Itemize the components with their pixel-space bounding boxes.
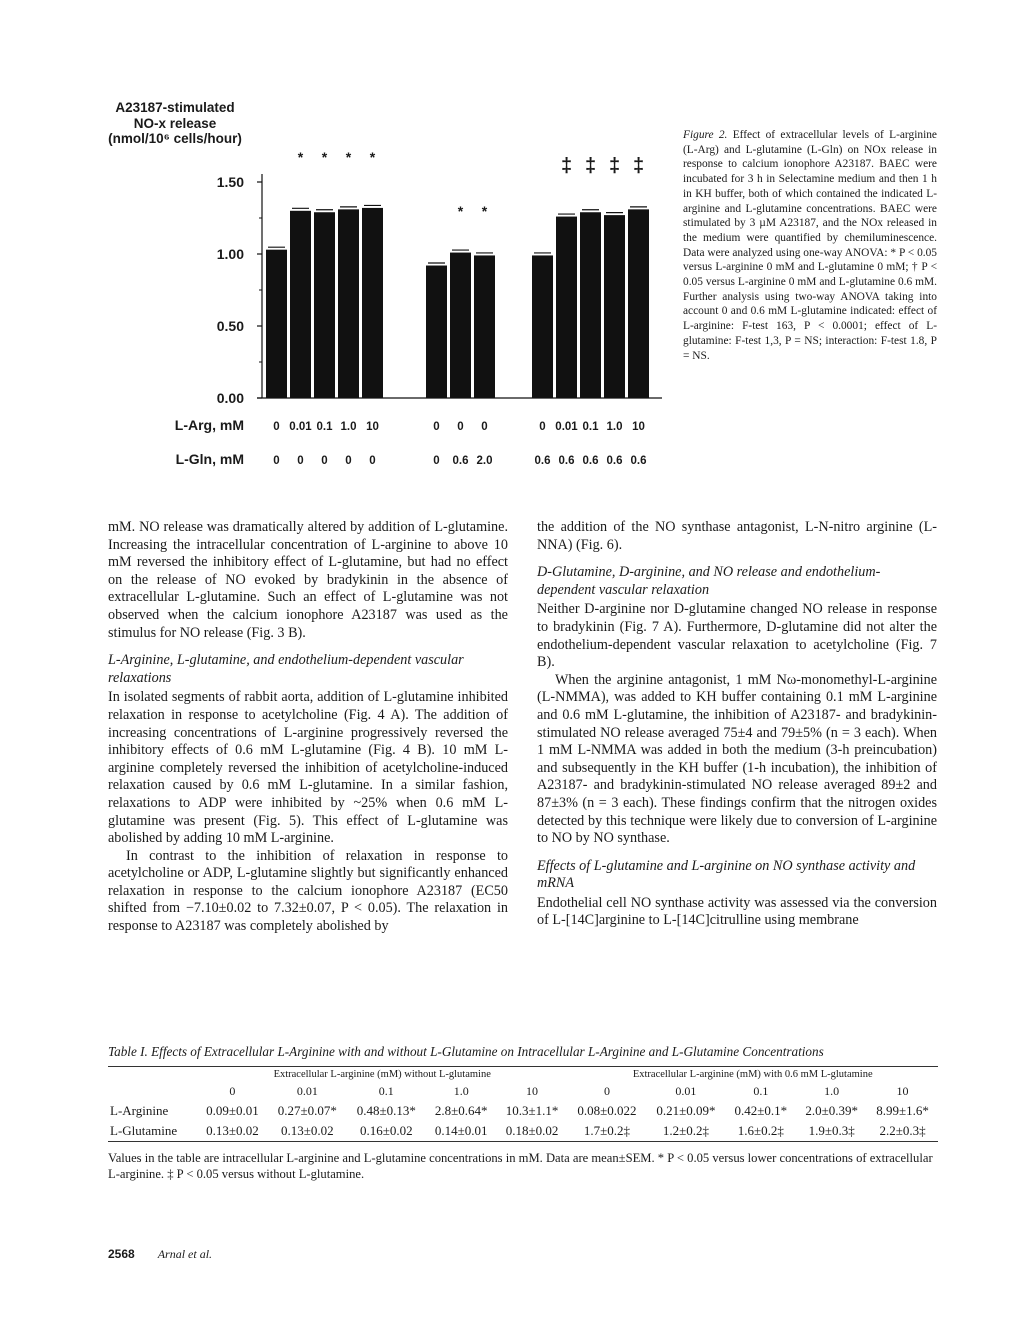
x-label-arg: 0: [433, 421, 440, 433]
group-header-without-gln: Extracellular L-arginine (mM) without L-glutamine: [273, 1069, 491, 1080]
column-header: 0.01: [675, 1084, 697, 1098]
significance-mark: ‡: [560, 155, 573, 177]
x-label-gln: 0: [433, 455, 440, 467]
y-tick-label: 1.00: [216, 246, 244, 262]
paragraph: mM. NO release was dramatically altered by addition of L-glutamine. Increasing the intracellular concentration of L-arginine to above 10 mM reversed the inhibitory effect of L-glutamine, but had no effect on the release of NO evoked by bradykinin in the absence of extracellular L-glutamine. Such an effect of L-glutamine was not observed when the calcium ionophore A23187 was used as the stimulus for NO release (Fig. 3 B).: [108, 519, 508, 641]
x-label-gln: 0: [297, 455, 304, 467]
x-label-gln: 0: [369, 455, 376, 467]
page-footer: [108, 1247, 212, 1262]
y-axis-label: (nmol/10⁶ cells/hour): [108, 131, 242, 146]
x-label-arg: 0: [481, 421, 488, 433]
table-cell: 8.99±1.6*: [876, 1103, 929, 1118]
x-label-arg: 0.01: [555, 421, 578, 433]
y-tick-label: 0.50: [216, 318, 244, 334]
bar: [556, 217, 577, 398]
bar: [580, 212, 601, 398]
figure-caption: [683, 128, 937, 363]
row-label-arg: L-Arg, mM: [174, 417, 244, 433]
paragraph: Endothelial cell NO synthase activity was assessed via the conversion of L-[14C]arginine to L-[14C]citrulline using membrane: [537, 894, 937, 929]
table-cell: 10.3±1.1*: [505, 1103, 559, 1118]
column-header: 1.0: [824, 1084, 840, 1098]
x-label-arg: 1.0: [340, 421, 357, 433]
x-label-gln: 0.6: [558, 455, 575, 467]
significance-mark: *: [345, 149, 352, 165]
y-tick-label: 1.50: [216, 174, 244, 190]
significance-mark: *: [297, 149, 304, 165]
significance-mark: *: [481, 203, 488, 219]
significance-mark: ‡: [584, 155, 597, 177]
column-header: 0: [603, 1084, 610, 1098]
figure-caption-text: Effect of extracellular levels of L-arginine (L-Arg) and L-glutamine (L-Gln) on NOx release in response to calcium ionophore A23187. BAEC were incubated for 3 h in Selectamine medium and then 1 h in KH buffer, both of which contained the indicated L-arginine and L-glutamine concentrations. BAEC were stimulated by 3 µM A23187, and the NOx released in the medium were quantified by chemiluminescence. Data were analyzed using one-way ANOVA: * P < 0.05 versus L-arginine 0 mM and L-glutamine 0 mM; † P < 0.05 versus L-arginine 0 mM and L-glutamine 0.6 mM. Further analysis using two-way ANOVA taking into account 0 and 0.6 mM L-glutamine indicated: effect of L-arginine: F-test 163, P < 0.0001; effect of L-glutamine: F-test 1,3, P = NS; interaction: F-test 1.8, P = NS.: [683, 129, 937, 362]
x-label-gln: 0.6: [582, 455, 599, 467]
table-corner: [108, 1067, 197, 1082]
column-header: 0: [229, 1084, 236, 1098]
row-label-gln: L-Gln, mM: [175, 451, 244, 467]
table-cell: 0.09±0.01: [206, 1103, 259, 1118]
column-header: 0.1: [753, 1084, 769, 1098]
bar: [290, 211, 311, 398]
column-header: 0.01: [296, 1084, 318, 1098]
paragraph: In contrast to the inhibition of relaxation in response to acetylcholine or ADP, L-glutamine slightly but significantly enhanced relaxation in response to the calcium ionophore A23187 (EC50 shifted from −7.10±0.02 to 7.32±0.07, P < 0.05). The relaxation in response to A23187 was completely abolished by: [108, 847, 508, 935]
x-label-arg: 0: [273, 421, 280, 433]
column-header: 10: [526, 1084, 539, 1098]
table-cell: 0.13±0.02: [281, 1123, 334, 1138]
table-cell: 0.14±0.01: [434, 1123, 488, 1138]
table-cell: 0.16±0.02: [359, 1123, 413, 1138]
figure-label: Figure 2.: [683, 129, 728, 141]
table-cell: 1.6±0.2‡: [737, 1123, 784, 1138]
table-corner: [108, 1082, 197, 1101]
row-label: L-Glutamine: [110, 1123, 178, 1138]
table-cell: 0.13±0.02: [206, 1123, 259, 1138]
significance-mark: ‡: [608, 155, 621, 177]
x-label-gln: 0.6: [452, 455, 469, 467]
table-cell: 2.2±0.3‡: [879, 1123, 926, 1138]
y-axis-label: NO-x release: [133, 116, 217, 131]
section-heading: Effects of L-glutamine and L-arginine on NO synthase activity and mRNA: [537, 857, 916, 892]
table-note: Values in the table are intracellular L-arginine and L-glutamine concentrations in mM. Data are mean±SEM. * P < 0.05 versus lower concentrations of extracellular L-arginine. ‡ P < 0.05 versus without L-glutamine.: [108, 1151, 933, 1181]
right-column: [537, 519, 937, 930]
x-label-arg: 10: [366, 421, 379, 433]
x-label-arg: 0.1: [316, 421, 333, 433]
paragraph: the addition of the NO synthase antagonist, L-N-nitro arginine (L-NNA) (Fig. 6).: [537, 519, 937, 553]
significance-mark: *: [369, 149, 376, 165]
bar: [338, 209, 359, 398]
table-row: [108, 1121, 938, 1141]
x-label-arg: 1.0: [606, 421, 623, 433]
table-cell: 0.21±0.09*: [656, 1103, 716, 1118]
bar: [474, 255, 495, 398]
column-header: 1.0: [453, 1084, 469, 1098]
bar: [604, 215, 625, 398]
table-rule-bottom: [108, 1141, 938, 1142]
bar: [426, 266, 447, 398]
column-header: 0.1: [378, 1084, 394, 1098]
column-header: 10: [896, 1084, 909, 1098]
running-authors: Arnal et al.: [157, 1247, 213, 1261]
table-cell: 1.2±0.2‡: [662, 1123, 709, 1138]
bar: [362, 208, 383, 398]
table-cell: 0.08±0.022: [577, 1103, 637, 1118]
x-label-gln: 2.0: [476, 455, 493, 467]
y-axis-label: A23187-stimulated: [115, 100, 235, 115]
x-label-arg: 0: [457, 421, 464, 433]
bar: [266, 250, 287, 398]
table-cell: 0.48±0.13*: [356, 1103, 416, 1118]
table-1: [108, 1044, 938, 1182]
x-label-gln: 0.6: [630, 455, 647, 467]
bar: [628, 209, 649, 398]
x-label-gln: 0: [321, 455, 328, 467]
significance-mark: ‡: [632, 155, 645, 177]
paragraph: Neither D-arginine nor D-glutamine changed NO release in response to bradykinin (Fig. 7 A). Furthermore, D-glutamine did not alter the endothelium-dependent vascular relaxation to acetylcholine (Fig. 7 B).: [537, 601, 937, 671]
table-cell: 0.27±0.07*: [277, 1103, 337, 1118]
paragraph: In isolated segments of rabbit aorta, addition of L-glutamine inhibited relaxation in response to acetylcholine (Fig. 4 A). The addition of increasing concentrations of L-arginine progressively reversed the inhibitory effects of 0.6 mM L-glutamine (Fig. 4 B). 10 mM L-arginine completely reversed the inhibition of acetylcholine-induced relaxation caused by 0.6 mM L-glutamine. In a similar fashion, relaxations to ADP were inhibited by ~25% when 0.6 mM L-glutamine was present (Fig. 5). This effect of L-glutamine was abolished by adding 10 mM L-arginine.: [108, 689, 508, 847]
x-label-arg: 0.01: [289, 421, 312, 433]
x-label-arg: 0.1: [582, 421, 599, 433]
x-label-arg: 10: [632, 421, 645, 433]
table-cell: 2.8±0.64*: [434, 1103, 488, 1118]
x-label-gln: 0.6: [606, 455, 623, 467]
x-label-gln: 0: [273, 455, 280, 467]
y-tick-label: 0.00: [216, 390, 244, 406]
section-heading: D-Glutamine, D-arginine, and NO release and endothelium-dependent vascular relaxation: [537, 564, 881, 598]
data-table: [108, 1067, 938, 1141]
paragraph: When the arginine antagonist, 1 mM Nω-monomethyl-L-arginine (L-NMMA), was added to KH buffer containing 0.1 mM L-arginine and 0.6 mM L-glutamine, the inhibition of A23187- and bradykinin-stimulated NO release averaged 75±4 and 79±5% (n = 3 each). When 1 mM L-NMMA was added in both the medium (3-h preincubation) and subsequently in the KH buffer (1-h incubation), the inhibition of A23187- and bradykinin-stimulated NO release averaged 89±2 and 87±3% (n = 3 each). These findings confirm that the nitrogen oxides detected by this technique were likely due to conversion of L-arginine to NO by NO synthase.: [537, 671, 937, 847]
table-row: [108, 1101, 938, 1121]
page-number: 2568: [108, 1247, 135, 1261]
left-column: [108, 519, 508, 936]
row-label: L-Arginine: [110, 1103, 169, 1118]
x-label-arg: 0: [539, 421, 546, 433]
section-heading: L-Arginine, L-glutamine, and endothelium-dependent vascular relaxations: [108, 652, 464, 686]
bar: [532, 255, 553, 398]
x-label-gln: 0: [345, 455, 352, 467]
table-cell: 1.9±0.3‡: [808, 1123, 855, 1138]
bar: [314, 212, 335, 398]
table-cell: 0.18±0.02: [505, 1123, 559, 1138]
x-label-gln: 0.6: [534, 455, 551, 467]
table-cell: 0.42±0.1*: [734, 1103, 788, 1118]
significance-mark: *: [457, 203, 464, 219]
table-cell: 2.0±0.39*: [805, 1103, 858, 1118]
significance-mark: *: [321, 149, 328, 165]
group-header-with-gln: Extracellular L-arginine (mM) with 0.6 mM L-glutamine: [632, 1069, 873, 1080]
table-cell: 1.7±0.2‡: [583, 1123, 631, 1138]
bar: [450, 253, 471, 398]
table-title: Table I. Effects of Extracellular L-Arginine with and without L-Glutamine on Intracellular L-Arginine and L-Glutamine Concentrations: [108, 1044, 824, 1059]
